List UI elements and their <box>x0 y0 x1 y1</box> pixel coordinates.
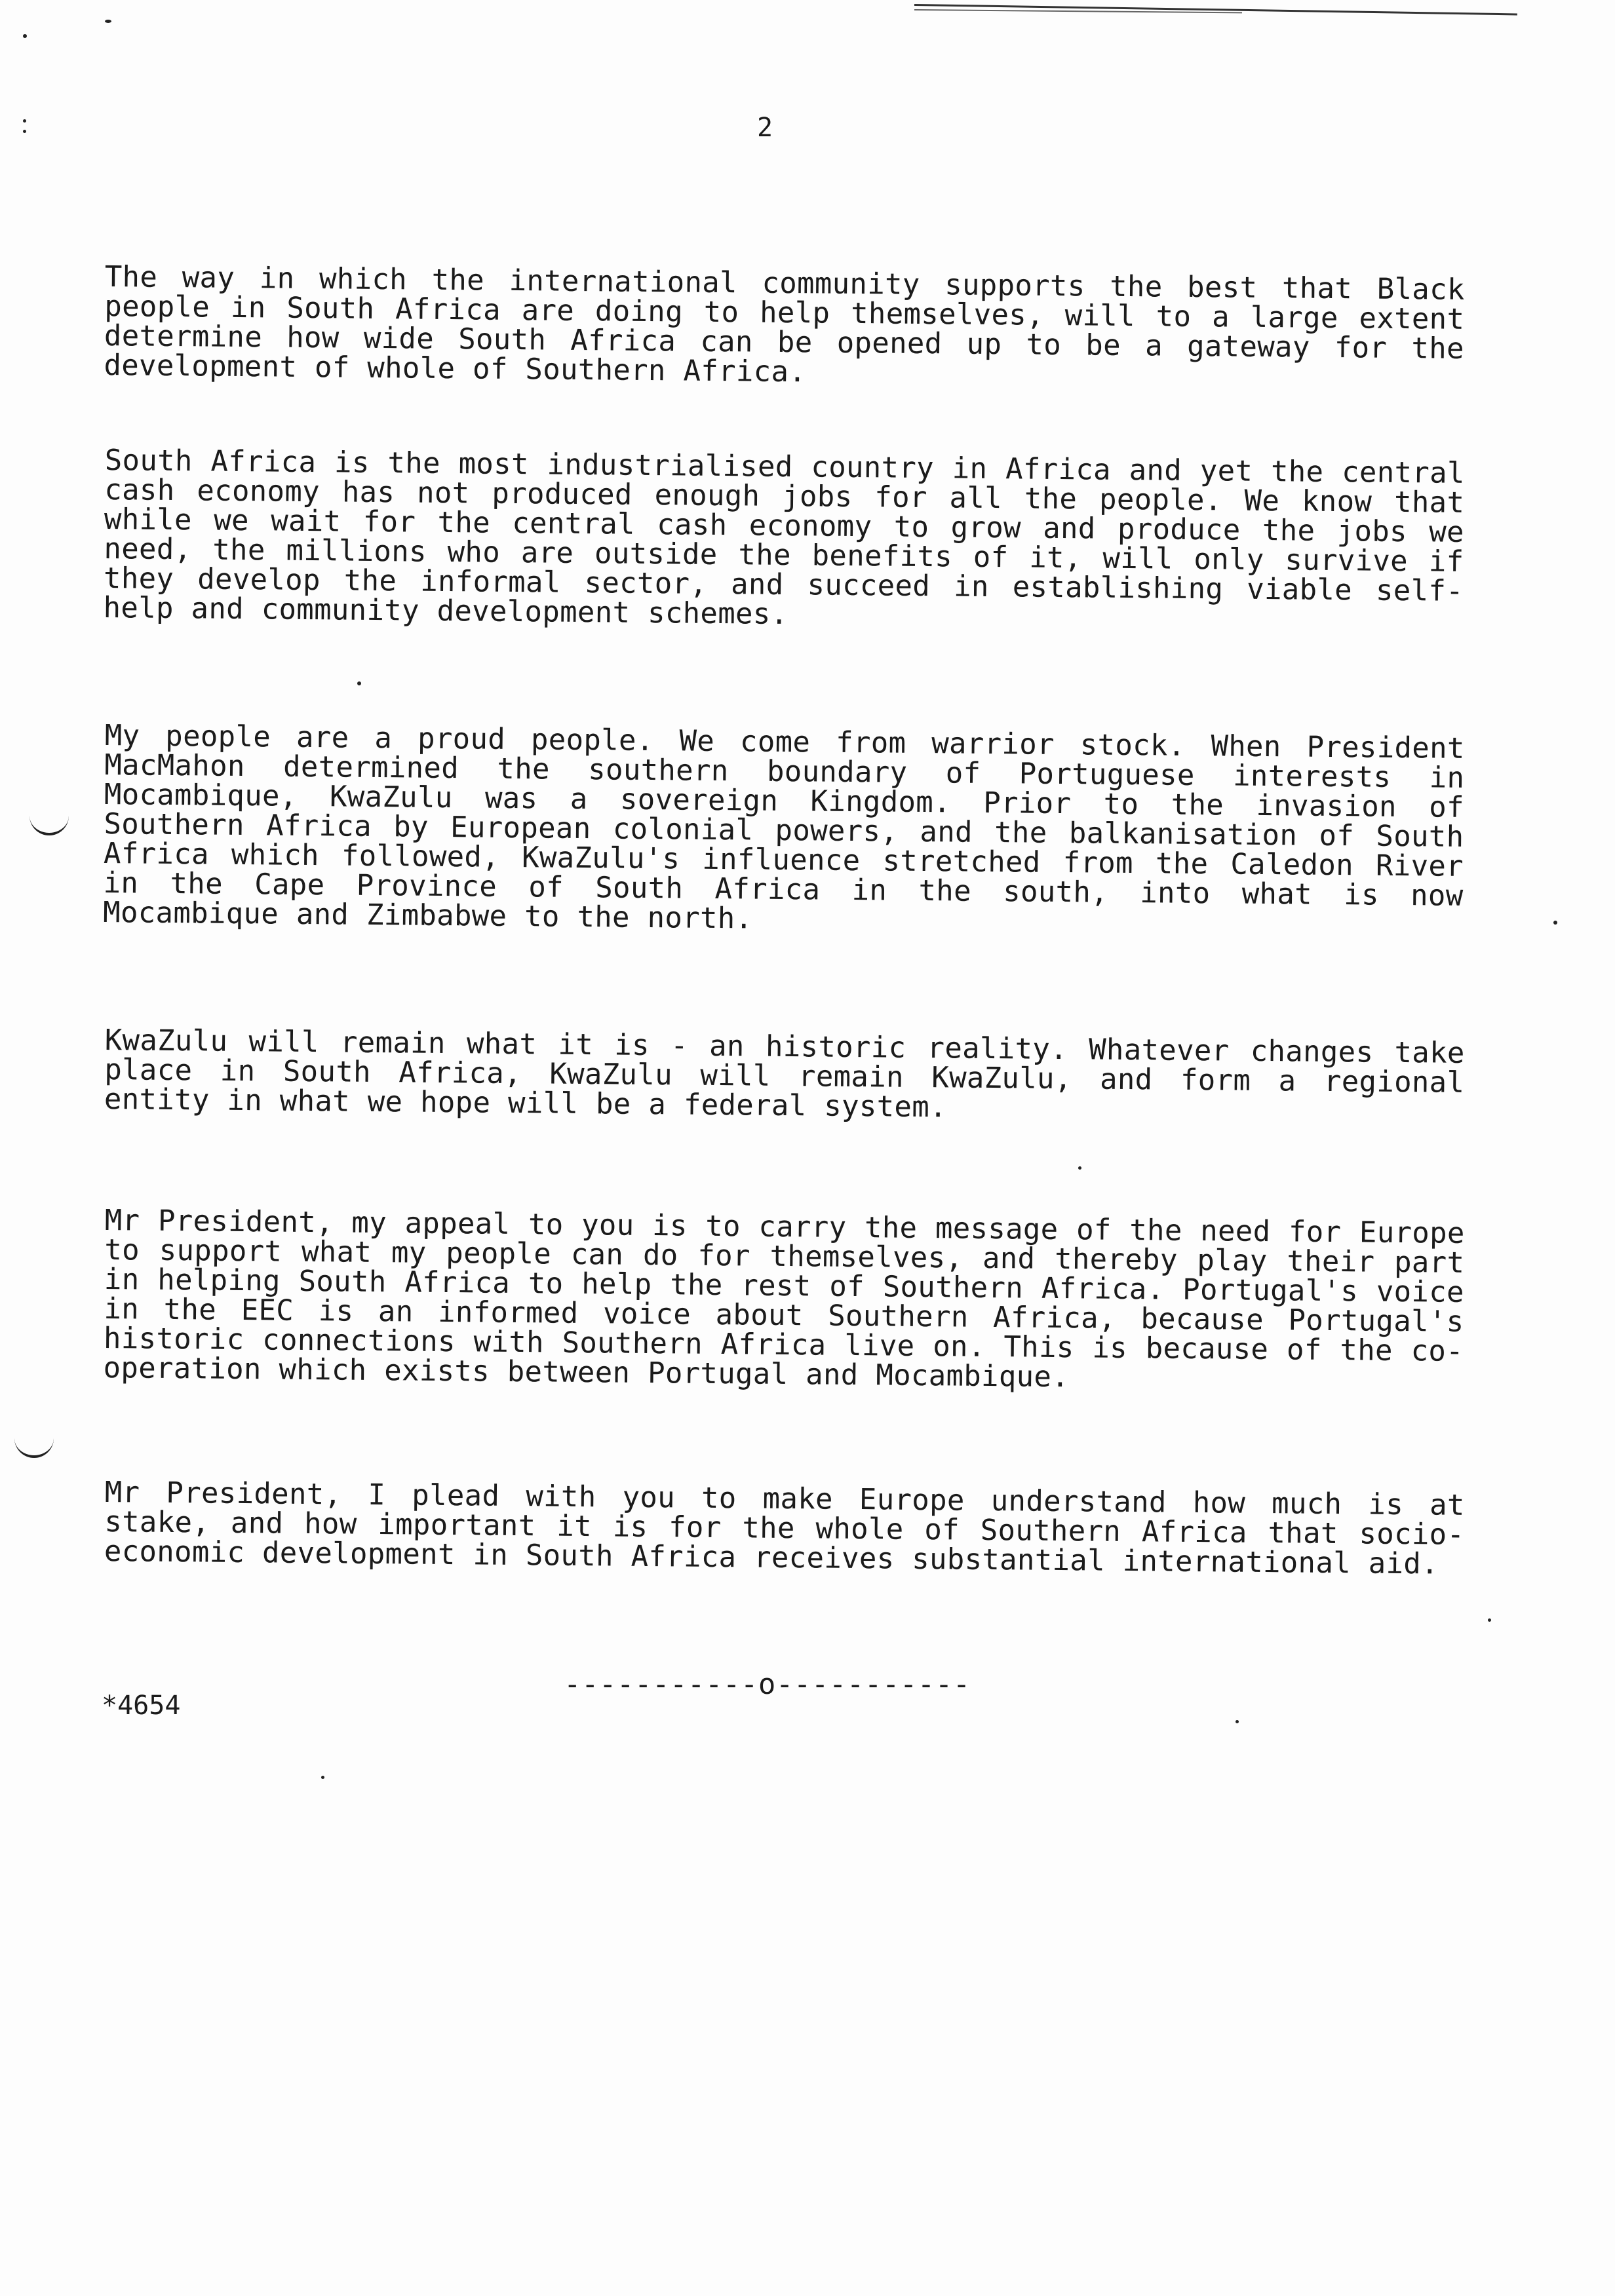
page-number: 2 <box>757 113 773 143</box>
end-separator: -----------o----------- <box>564 1668 971 1701</box>
paragraph-kwazulu-reality: KwaZulu will remain what it is - an historic reality. Whatever changes take place in South Africa, KwaZulu will remain KwaZulu, and form a regional entity in what we hope will be a federal system. <box>104 1024 1465 1124</box>
scan-speck <box>105 20 111 23</box>
scan-speck <box>321 1776 324 1779</box>
reference-number: *4654 <box>102 1691 181 1721</box>
scan-speck <box>23 130 26 133</box>
scan-speck <box>23 34 27 38</box>
scan-speck <box>1078 1166 1081 1170</box>
scan-speck <box>1553 921 1557 925</box>
paragraph-appeal-to-president: Mr President, my appeal to you is to carry the message of the need for Europe to support what my people can do for themselves, and thereby play their part in helping South Africa to help the rest of Southern Africa. Portugal's voice in the EEC is an informed voice about Southern Africa, because Portugal's historic connections with Southern Africa live on. This is because of the co-operation which exists between Portugal and Mocambique. <box>103 1204 1465 1394</box>
paragraph-plea-to-president: Mr President, I plead with you to make Europe understand how much is at stake, and how important it is for the whole of Southern Africa that socio-economic development in South Africa receives substantial international aid. <box>104 1476 1465 1581</box>
scan-speck <box>23 119 26 123</box>
margin-mark <box>14 1438 54 1458</box>
paragraph-proud-people: My people are a proud people. We come from warrior stock. When President MacMahon determined the southern boundary of Portuguese interests in Mocambique, KwaZulu was a sovereign Kingdom. Prior to the invasion of Southern Africa by European colonial powers, and the balkanisation of South Africa which followed, KwaZulu's influence stretched from the Caledon River in the Cape Province of South Africa in the south, into what is now Mocambique and Zimbabwe to the north. <box>102 719 1465 936</box>
scan-speck <box>1488 1618 1491 1622</box>
paragraph-industrialised-country: South Africa is the most industrialised country in Africa and yet the central cash economy has not produced enough jobs for all the people. We know that while we wait for the central cash economy to grow and produce the jobs we need, the millions who are outside the benefits of it, will only survive if they develop the informal sector, and succeed in establishing viable self-help and community development schemes. <box>103 444 1465 632</box>
scan-speck <box>357 681 361 685</box>
scan-speck <box>1236 1720 1239 1723</box>
paragraph-international-community: The way in which the international community supports the best that Black people in South Africa are doing to help themselves, will to a large extent determine how wide South Africa can be opened up to be a gateway for the development of whole of Southern Africa. <box>104 260 1465 389</box>
margin-mark <box>29 816 69 835</box>
